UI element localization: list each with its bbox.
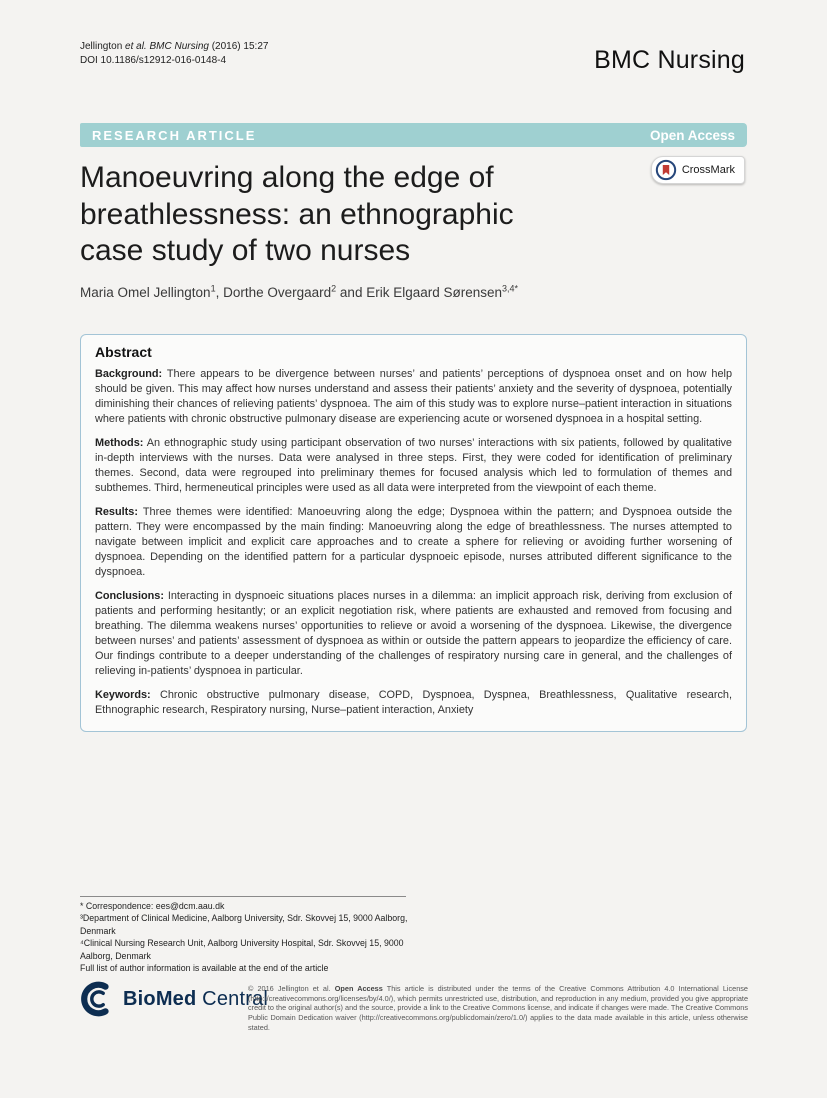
author-2: Dorthe Overgaard$^2$ and	[223, 283, 367, 300]
biomed-central-logo-icon	[78, 980, 116, 1018]
open-access-label: Open Access	[649, 127, 735, 143]
biomed-central-wordmark: BioMed Central	[123, 987, 269, 1010]
copyright-notice: © 2016 Jellington et al. Open Access This article is distributed under the terms of the Creative Commons Attribution 4.0 International License (http://creativecommons.org/licenses/by/4.0/), which permits unrestricted use, distribution, and reproduction in any medium, provided you give appropriate credit to the original author(s) and the source, provide a link to the Creative Commons license, and indicate if changes were made. The Creative Commons Public Domain Dedication waiver (http://creativecommons.org/publicdomain/zero/1.0/) applies to the data made available in this article, unless otherwise stated.	[248, 984, 748, 1032]
footnote-divider	[80, 896, 406, 897]
affiliation-3: ³Department of Clinical Medicine, Aalborg University, Sdr. Skovvej 15, 9000 Aalborg, Denmark	[80, 913, 408, 936]
affiliation-4: ⁴Clinical Nursing Research Unit, Aalborg University Hospital, Sdr. Skovvej 15, 9000 Aalborg, Denmark	[80, 938, 404, 961]
title-line-2: breathlessness: an ethnographic	[80, 197, 514, 231]
citation-line: Jellington et al. BMC Nursing (2016) 15:27	[80, 41, 269, 52]
abstract-conclusions: Conclusions: Interacting in dyspnoeic situations places nurses in a dilemma: an implicit approach risk, deriving from exclusion of patients and performing hesitantly; or an explicit negotiation risk, where patients are exhausted and removed from focusing and breathing. The dilemma weakens nurses’ opportunities to relieve or avoid a worsening of the dyspnoea. Likewise, the divergence between nurses’ and patients’ assessment of dyspnoea as within or outside the pattern appears to jeopardize the efficiency of care. Our findings contribute to a deeper understanding of the challenges of respiratory nursing care in general, and the challenges of relieving in-patients’ dyspnoea in particular.	[95, 590, 732, 677]
abstract-background: Background: There appears to be divergence between nurses’ and patients’ perceptions of dyspnoea onset and on how help should be given. This may affect how nurses understand and assess their patients’ anxiety and the severity of dyspnoea, potentially diminishing their chances of relieving patients’ dyspnoea. The aim of this study was to explore nurse–patient interaction in situations where patients with chronic obstructive pulmonary disease are experiencing acute or worsened dyspnoea in a hospital setting.	[95, 368, 732, 425]
article-type-label: RESEARCH ARTICLE	[92, 127, 257, 143]
abstract-results: Results: Three themes were identified: Manoeuvring along the edge; Dyspnoea within the pattern; and Dyspnoea outside the pattern. They were encompassed by the main finding: Manoeuvring along the edge of breathlessness. The nurses attempted to navigate between implicit and explicit care approaches and to create a sphere for relieving or avoiding further worsening of dyspnoea. Depending on the identified pattern for a particular dyspnoeic episode, nurses attributed different significance to the dyspnoea.	[95, 506, 732, 578]
crossmark-badge[interactable]	[651, 156, 745, 184]
correspondence-email[interactable]: ees@dcm.aau.dk	[155, 901, 225, 911]
footnotes-block	[80, 900, 412, 974]
crossmark-icon	[655, 159, 677, 181]
article-type-banner	[80, 123, 747, 147]
abstract-heading: Abstract	[95, 344, 152, 360]
header-citation	[80, 40, 268, 68]
author-list	[80, 285, 518, 300]
title-line-1: Manoeuvring along the edge of	[80, 161, 494, 194]
title-line-3: case study of two nurses	[80, 234, 411, 267]
article-title	[80, 160, 514, 270]
abstract-methods: Methods: An ethnographic study using participant observation of two nurses’ interactions with six patients, followed by qualitative in-depth interviews with the nurses. Data were analysed in three steps. First, they were coded for identification of preliminary themes. Second, data were regrouped into preliminary themes for focused analysis which led to formulation of themes and subthemes. Third, hermeneutical principles were used as all data were interpreted from the viewpoint of each theme.	[95, 437, 732, 494]
crossmark-label: CrossMark	[681, 164, 735, 176]
abstract-keywords: Keywords: Chronic obstructive pulmonary disease, COPD, Dyspnoea, Dyspnea, Breathlessness, Qualitative research, Ethnographic research, Respiratory nursing, Nurse–patient interaction, Anxiety	[95, 689, 732, 716]
author-1: Maria Omel Jellington$^1$,	[80, 283, 224, 300]
biomed-central-logo	[78, 980, 268, 1018]
abstract-box	[80, 334, 747, 732]
author-3: Erik Elgaard Sørensen$^{3,4*}$	[366, 283, 519, 300]
journal-title: BMC Nursing	[594, 46, 745, 74]
doi-line: DOI 10.1186/s12912-016-0148-4	[80, 55, 227, 66]
correspondence-line: * Correspondence: ees@dcm.aau.dk	[80, 901, 225, 911]
full-author-info-note: Full list of author information is available at the end of the article	[80, 963, 329, 974]
